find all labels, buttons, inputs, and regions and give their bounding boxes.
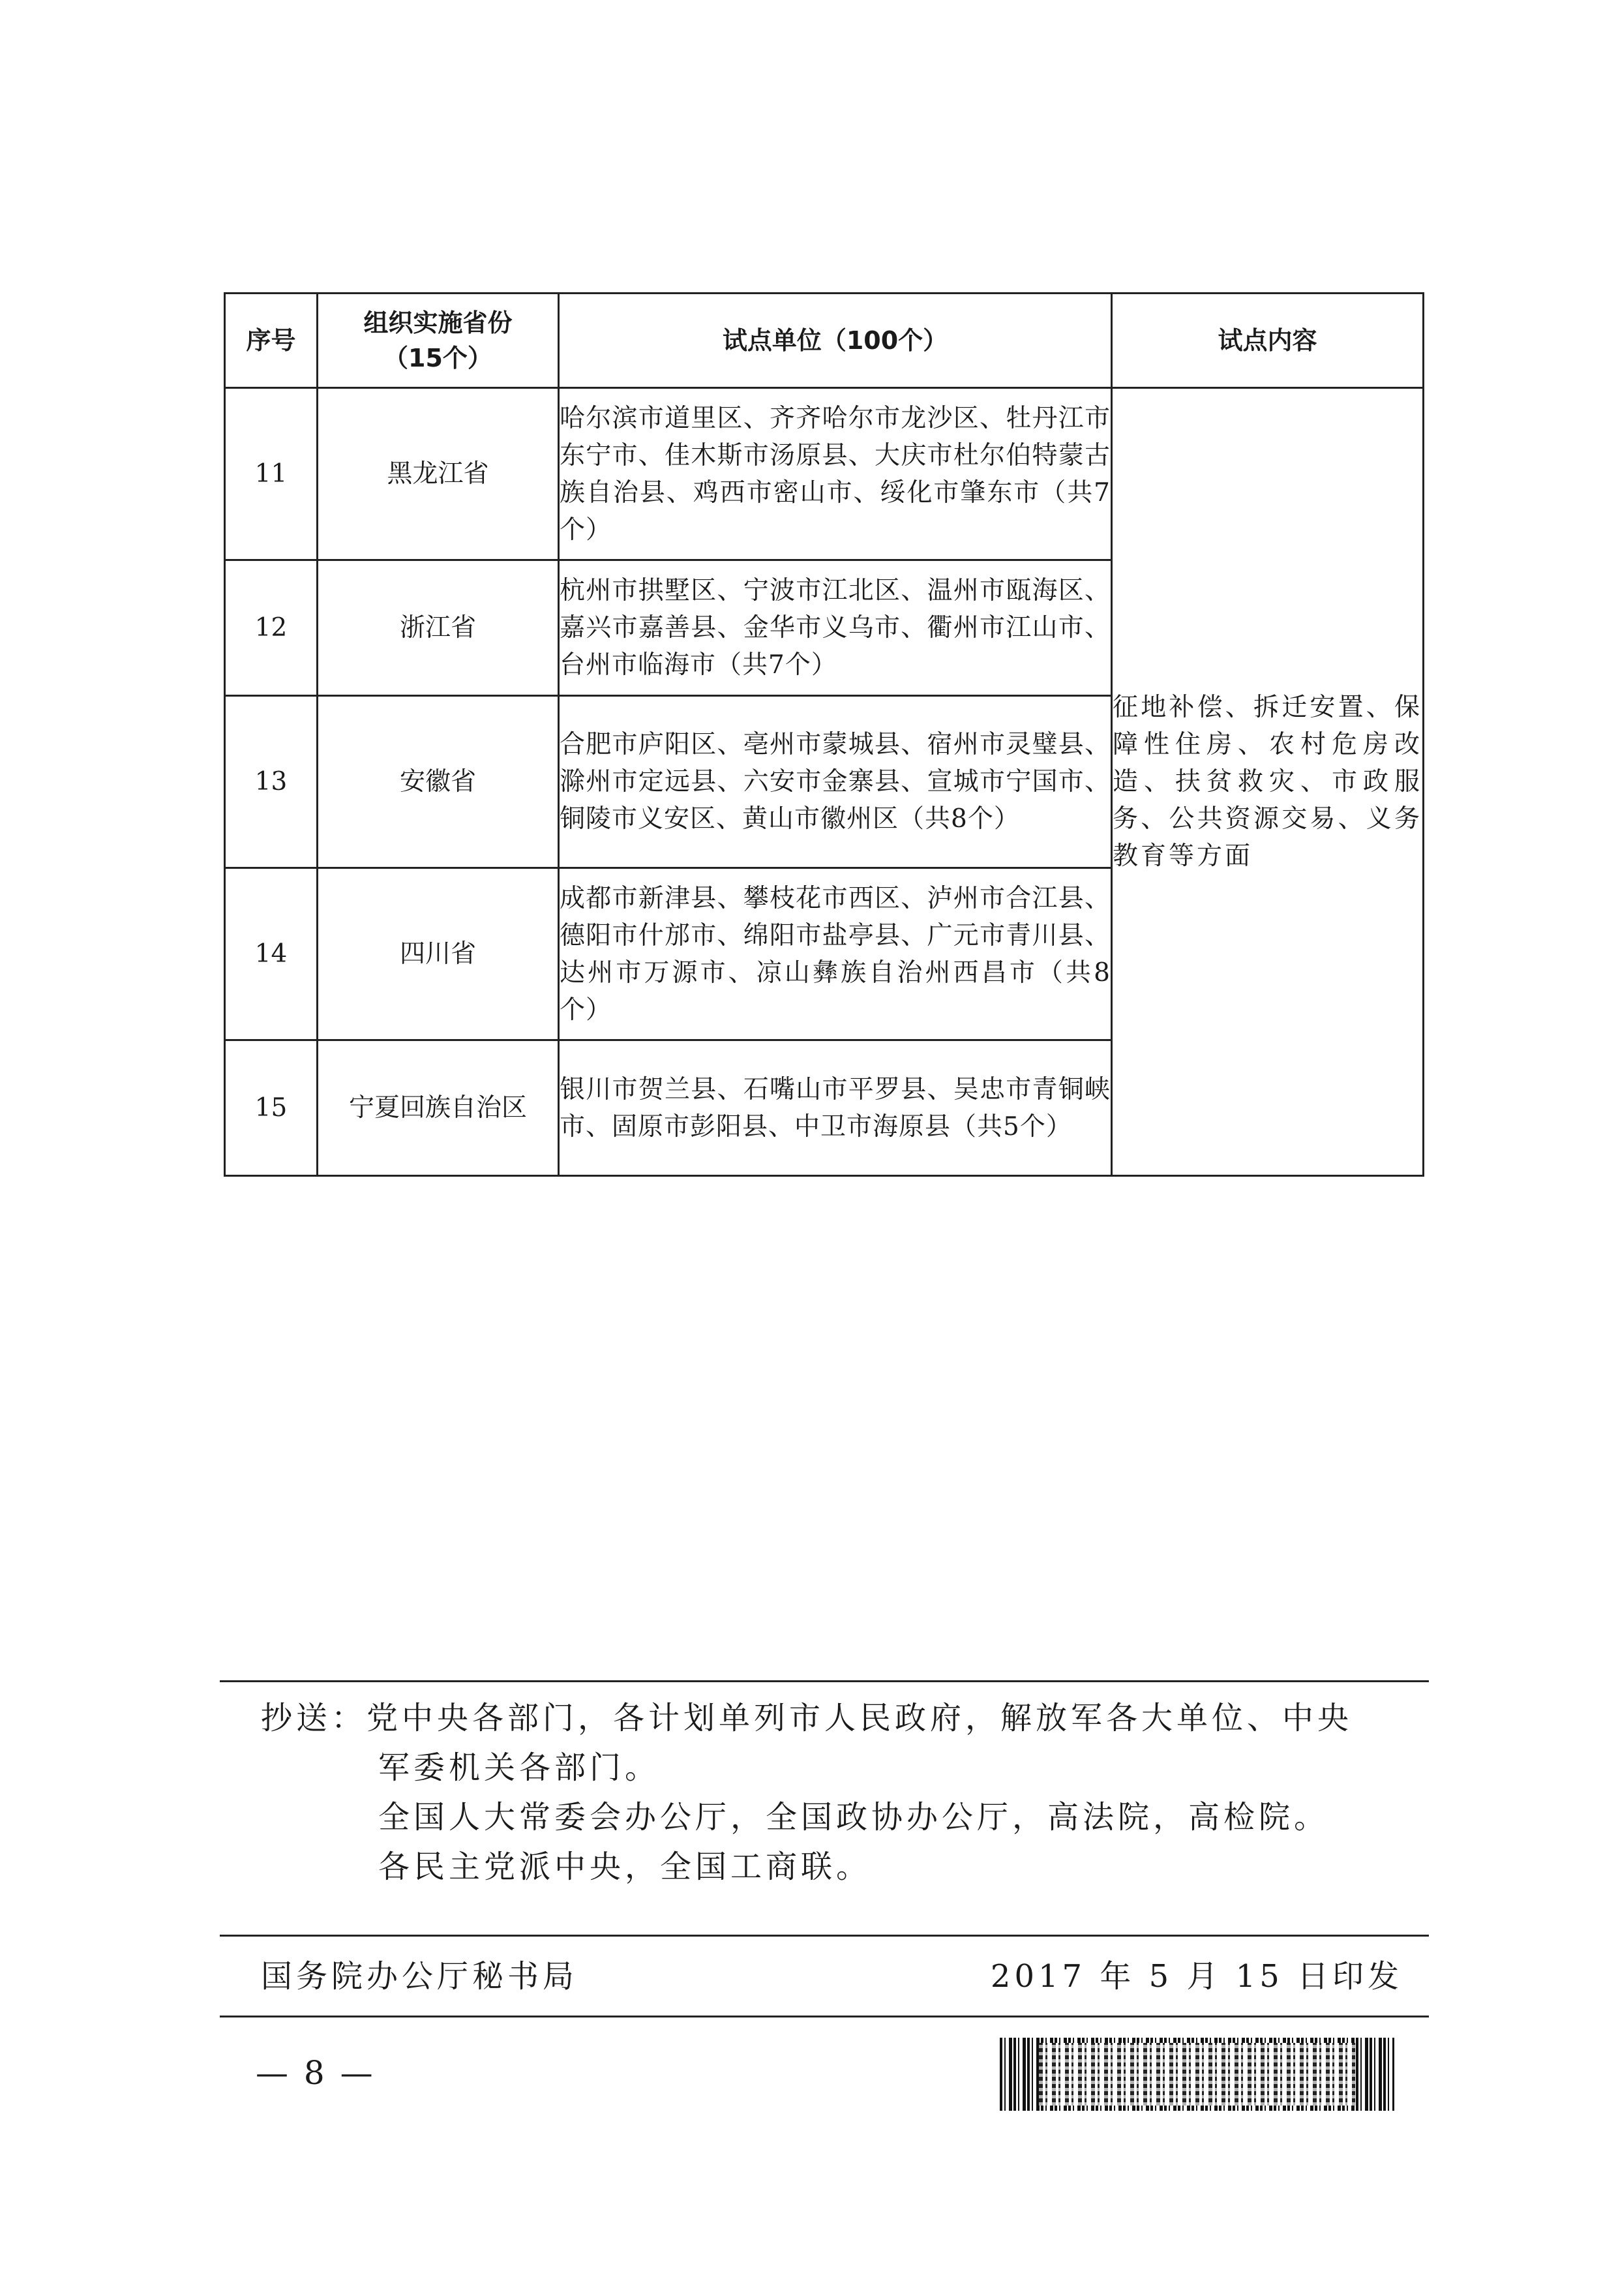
cc-recipients-1: 党中央各部门，各计划单列市人民政府，解放军各大单位、中央 [367, 1700, 1353, 1736]
barcode-2d-pattern [1039, 2043, 1355, 2106]
issuer: 国务院办公厅秘书局 [261, 1958, 578, 1995]
pilot-units-table [224, 292, 1424, 1177]
cc-label: 抄送： [261, 1700, 367, 1736]
row-province: 四川省 [318, 868, 559, 1040]
table-header-row [225, 294, 1424, 388]
row-seq: 15 [225, 1040, 318, 1176]
cc-line-4: 各民主党派中央，全国工商联。 [378, 1849, 872, 1885]
barcode-image [1000, 2038, 1394, 2111]
row-units: 成都市新津县、攀枝花市西区、泸州市合江县、德阳市什邡市、绵阳市盐亭县、广元市青川县、达州市万源市、凉山彝族自治州西昌市（共8个） [559, 868, 1112, 1040]
header-content: 试点内容 [1112, 294, 1424, 388]
issuer-bottom-rule [220, 2016, 1429, 2017]
row-units: 银川市贺兰县、石嘴山市平罗县、吴忠市青铜峡市、固原市彭阳县、中卫市海原县（共5个） [559, 1040, 1112, 1176]
header-units: 试点单位（100个） [559, 294, 1112, 388]
cc-line-1 [261, 1693, 1396, 1743]
header-seq: 序号 [225, 294, 318, 388]
cc-line-2: 军委机关各部门。 [378, 1749, 661, 1786]
shared-content-cell: 征地补偿、拆迁安置、保障性住房、农村危房改造、扶贫救灾、市政服务、公共资源交易、义务教育等方面 [1112, 388, 1424, 1176]
cc-top-rule [220, 1680, 1429, 1682]
header-province [318, 294, 559, 388]
row-units: 杭州市拱墅区、宁波市江北区、温州市瓯海区、嘉兴市嘉善县、金华市义乌市、衢州市江山市、台州市临海市（共7个） [559, 560, 1112, 696]
row-seq: 12 [225, 560, 318, 696]
row-seq: 14 [225, 868, 318, 1040]
header-province-line2: （15个） [383, 344, 492, 372]
row-seq: 11 [225, 388, 318, 560]
table-row [225, 388, 1424, 560]
issuer-top-rule [220, 1935, 1429, 1937]
issue-date: 2017 年 5 月 15 日印发 [990, 1958, 1403, 1995]
row-seq: 13 [225, 696, 318, 868]
row-province: 安徽省 [318, 696, 559, 868]
cc-line-3: 全国人大常委会办公厅，全国政协办公厅，高法院，高检院。 [378, 1799, 1330, 1835]
page-number: — 8 — [256, 2054, 376, 2092]
row-units: 合肥市庐阳区、亳州市蒙城县、宿州市灵璧县、滁州市定远县、六安市金寨县、宣城市宁国市、铜陵市义安区、黄山市徽州区（共8个） [559, 696, 1112, 868]
row-province: 宁夏回族自治区 [318, 1040, 559, 1176]
row-province: 黑龙江省 [318, 388, 559, 560]
row-units: 哈尔滨市道里区、齐齐哈尔市龙沙区、牡丹江市东宁市、佳木斯市汤原县、大庆市杜尔伯特蒙古族自治县、鸡西市密山市、绥化市肇东市（共7个） [559, 388, 1112, 560]
header-province-line1: 组织实施省份 [363, 309, 513, 337]
cc-block [261, 1693, 1396, 1892]
row-province: 浙江省 [318, 560, 559, 696]
